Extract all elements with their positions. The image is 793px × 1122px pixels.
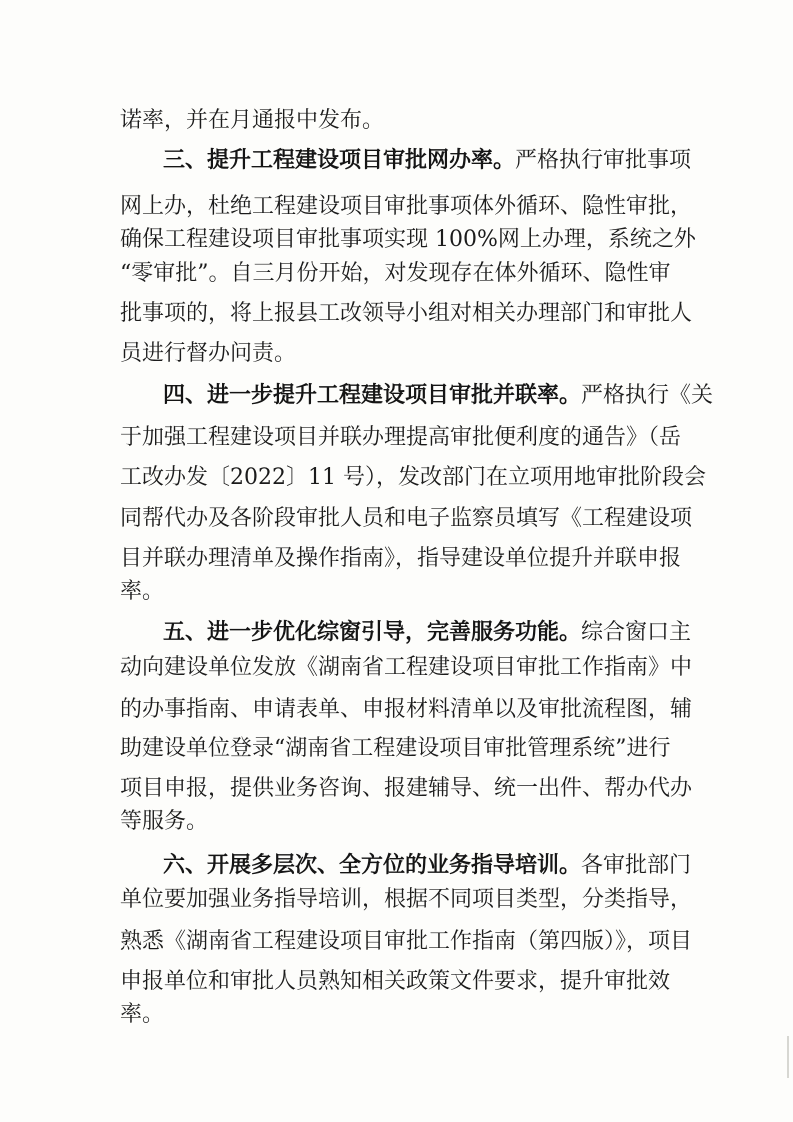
text-line: 同帮代办及各阶段审批人员和电子监察员填写《工程建设项 [120,506,693,531]
text-line: “零审批”。自三月份开始，对发现存在体外循环、隐性审 [120,261,671,286]
text-line: 熟悉《湖南省工程建设项目审批工作指南（第四版）》，项目 [120,929,693,954]
section-3-heading: 三、提升工程建设项目审批网办率。 [163,148,516,173]
text-line: 率。 [120,1002,165,1027]
section-4-first-line [163,376,714,416]
section-5-text: 综合窗口主 [581,620,692,645]
section-6-text: 各审批部门 [581,853,692,878]
section-5-first-line [163,613,692,653]
text-line: 率。 [120,579,165,604]
section-3-first-line [163,141,692,181]
text-line: 项目申报，提供业务咨询、报建辅导、统一出件、帮办代办 [120,776,693,801]
text-line: 等服务。 [120,809,209,834]
section-6-heading: 六、开展多层次、全方位的业务指导培训。 [163,853,582,878]
text-line: 助建设单位登录“湖南省工程建设项目审批管理系统”进行 [120,736,671,761]
text-line: 工改办发〔2022〕11 号），发改部门在立项用地审批阶段会 [120,465,706,490]
text-line: 单位要加强业务指导培训，根据不同项目类型，分类指导， [120,887,693,912]
section-4-text: 严格执行《关 [581,383,714,408]
scan-mark [787,1036,789,1078]
text-line: 于加强工程建设项目并联办理提高审批便利度的通告》（岳 [120,425,682,450]
section-5-heading: 五、进一步优化综窗引导，完善服务功能。 [163,620,582,645]
text-line: 的办事指南、申请表单、申报材料清单以及审批流程图，辅 [120,697,693,722]
text-line: 目并联办理清单及操作指南》，指导建设单位提升并联申报 [120,546,682,571]
text-line: 网上办，杜绝工程建设项目审批事项体外循环、隐性审批， [120,194,693,219]
text-line: 动向建设单位发放《湖南省工程建设项目审批工作指南》中 [120,655,693,680]
section-4-heading: 四、进一步提升工程建设项目审批并联率。 [163,383,582,408]
text-line: 确保工程建设项目审批事项实现 100%网上办理，系统之外 [120,227,696,252]
text-line: 批事项的，将上报县工改领导小组对相关办理部门和审批人 [120,301,693,326]
text-line: 诺率，并在月通报中发布。 [120,108,385,133]
section-3-text: 严格执行审批事项 [515,148,692,173]
text-line: 员进行督办问责。 [120,341,297,366]
text-line: 申报单位和审批人员熟知相关政策文件要求，提升审批效 [120,969,671,994]
